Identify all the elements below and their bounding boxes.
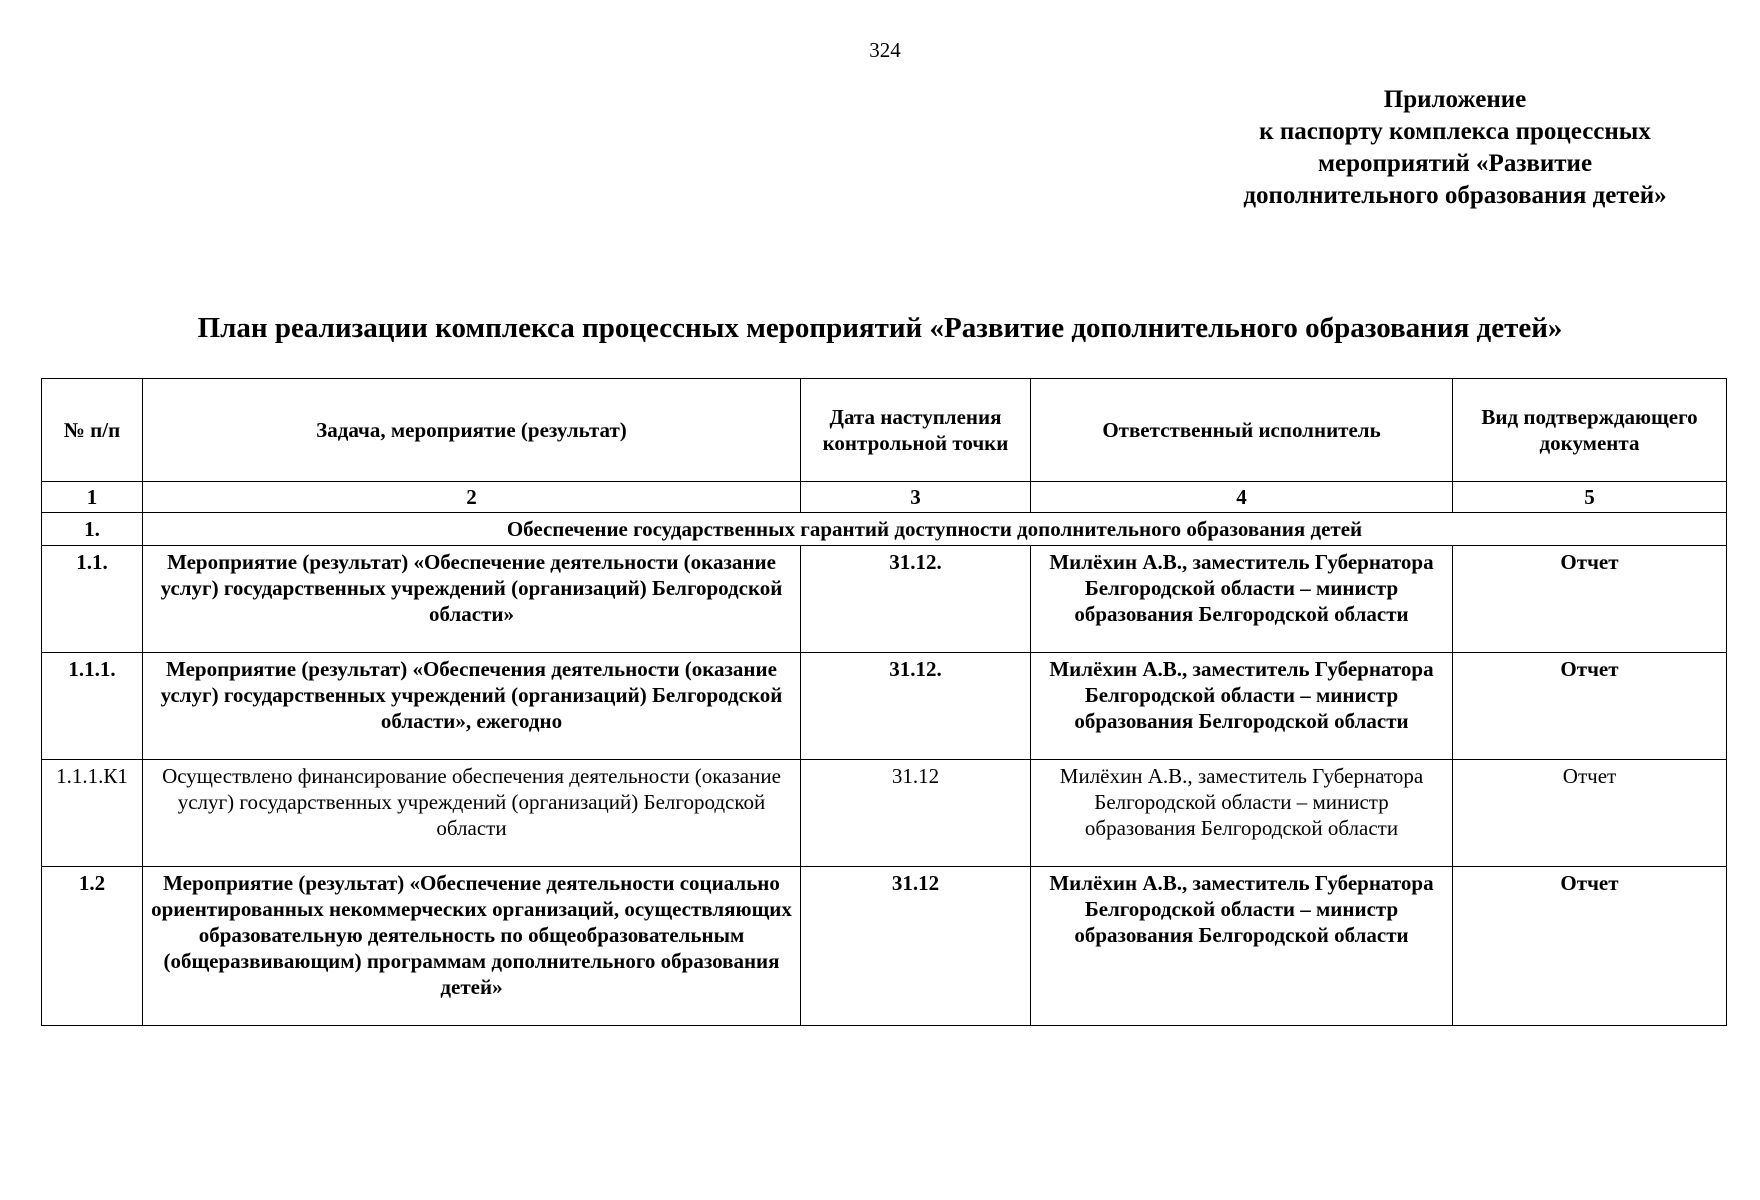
column-number: 3 [801, 482, 1031, 513]
row-document: Отчет [1453, 653, 1727, 760]
row-number: 1.1.1.К1 [42, 760, 143, 867]
section-row [42, 513, 1727, 546]
row-task: Осуществлено финансирование обеспечения деятельности (оказание услуг) государственных учреждений (организаций) Белгородской области [143, 760, 801, 867]
appendix-note [1185, 84, 1725, 212]
header-number: № п/п [42, 379, 143, 482]
appendix-line: дополнительного образования детей» [1243, 182, 1667, 209]
plan-title: План реализации комплекса процессных мероприятий «Развитие дополнительного образования детей» [197, 312, 1563, 344]
column-number-row [42, 482, 1727, 513]
row-date: 31.12. [801, 653, 1031, 760]
row-responsible: Милёхин А.В., заместитель Губернатора Белгородской области – министр образования Белгородской области [1031, 653, 1453, 760]
row-task: Мероприятие (результат) «Обеспечение деятельности социально ориентированных некоммерческих организаций, осуществляющих образовательную деятельность по общеобразовательным (общеразвивающим) программам дополнительного образования детей» [143, 867, 801, 1026]
column-number: 5 [1453, 482, 1727, 513]
header-responsible: Ответственный исполнитель [1031, 379, 1453, 482]
header-document: Вид подтверждающего документа [1453, 379, 1727, 482]
header-row [42, 379, 1727, 482]
table-row [42, 653, 1727, 760]
row-task: Мероприятие (результат) «Обеспечения деятельности (оказание услуг) государственных учреждений (организаций) Белгородской области», ежегодно [143, 653, 801, 760]
plan-table [41, 378, 1727, 1026]
row-document: Отчет [1453, 546, 1727, 653]
row-number: 1.1.1. [42, 653, 143, 760]
row-document: Отчет [1453, 760, 1727, 867]
section-number: 1. [42, 513, 143, 546]
row-date: 31.12 [801, 867, 1031, 1026]
row-date: 31.12. [801, 546, 1031, 653]
table-row [42, 867, 1727, 1026]
header-date: Дата наступления контрольной точки [801, 379, 1031, 482]
section-title: Обеспечение государственных гарантий доступности дополнительного образования детей [143, 513, 1727, 546]
row-responsible: Милёхин А.В., заместитель Губернатора Белгородской области – министр образования Белгородской области [1031, 546, 1453, 653]
header-task: Задача, мероприятие (результат) [143, 379, 801, 482]
row-number: 1.1. [42, 546, 143, 653]
appendix-line: Приложение [1383, 86, 1527, 113]
row-task: Мероприятие (результат) «Обеспечение деятельности (оказание услуг) государственных учреждений (организаций) Белгородской области» [143, 546, 801, 653]
page-number: 324 [869, 38, 901, 62]
column-number: 2 [143, 482, 801, 513]
row-responsible: Милёхин А.В., заместитель Губернатора Белгородской области – министр образования Белгородской области [1031, 867, 1453, 1026]
table-row [42, 760, 1727, 867]
row-number: 1.2 [42, 867, 143, 1026]
row-responsible: Милёхин А.В., заместитель Губернатора Белгородской области – министр образования Белгородской области [1031, 760, 1453, 867]
appendix-line: мероприятий «Развитие [1317, 150, 1593, 177]
column-number: 1 [42, 482, 143, 513]
appendix-line: к паспорту комплекса процессных [1259, 118, 1651, 145]
column-number: 4 [1031, 482, 1453, 513]
row-date: 31.12 [801, 760, 1031, 867]
table-row [42, 546, 1727, 653]
row-document: Отчет [1453, 867, 1727, 1026]
